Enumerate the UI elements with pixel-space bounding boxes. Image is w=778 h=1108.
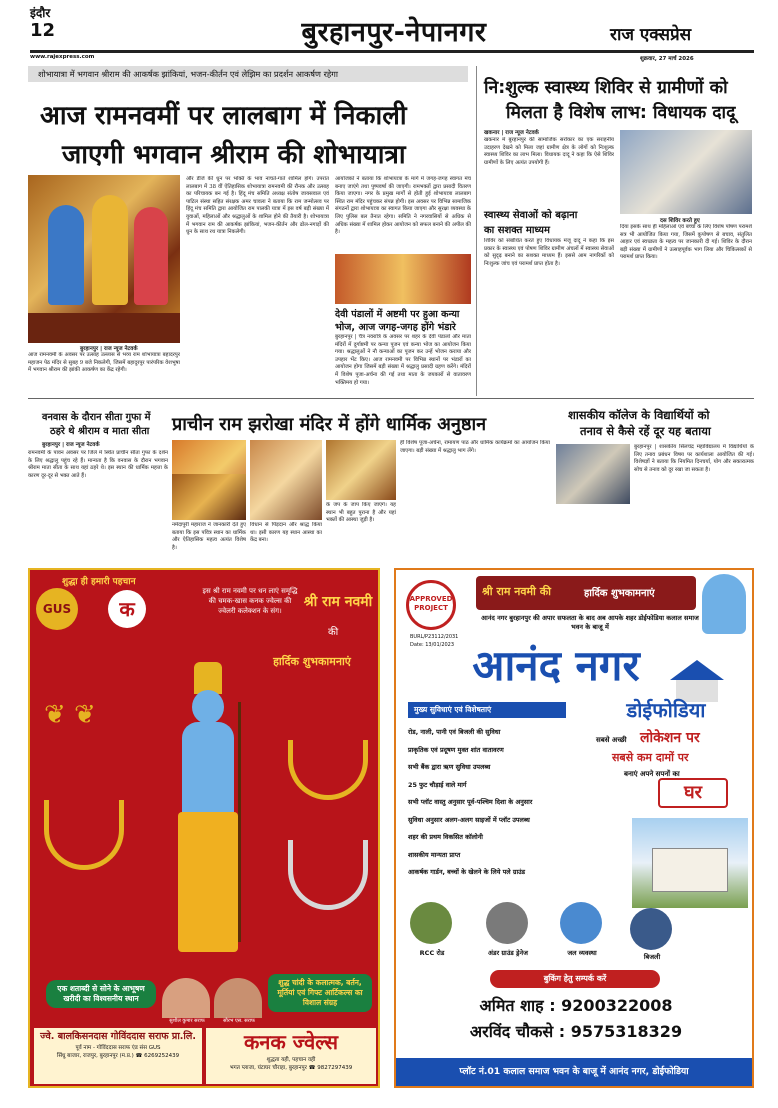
- vanvas-credit: बुरहानपुर | राज न्यूज नेटवर्क: [42, 442, 100, 448]
- vanvas-body: रामनवमी के पावन अवसर पर जिले में स्थित प्राचीन सीता गुफा के दर्शन के लिए श्रद्धालु पहुंच रहे हैं। मान्यता है कि वनवास के दौरान भगवान श्रीराम माता सीता के साथ यहां ठहरे थे। इस स्थान की धार्मिक महत्ता के कारण दूर-दूर से भक्त आते हैं।: [28, 450, 168, 479]
- health-subhead-1: स्वास्थ्य सेवाओं को बढ़ाना: [484, 210, 578, 221]
- shop-2-name: कनक ज्वेल्स: [243, 1030, 339, 1054]
- shop-1-address: सिंधु बाजार, राजपुर, बुरहानपुर (म.प्र.) ☎ 6269252439: [56, 1053, 180, 1059]
- icon-label-road: RCC रोड: [419, 949, 445, 957]
- jharokha-photo-3: [172, 474, 246, 520]
- person-1-photo: [162, 978, 210, 1018]
- ad-anand-nagar: [394, 568, 754, 1088]
- jewel-necklace-1: [44, 800, 124, 870]
- ad1-ki: की: [328, 627, 339, 638]
- devi-headline-2: भोज, आज जगह-जगह होंगे भंडारे: [335, 322, 456, 333]
- ad2-reg-1: BURL/P23112/2031: [410, 634, 459, 640]
- icon-label-water: जल व्यवस्था: [567, 949, 597, 957]
- page-number: 12: [30, 20, 56, 41]
- ad2-make: बनाएं अपने सपनों का: [624, 770, 680, 778]
- lead-body-1: आज रामनवमी के अवसर पर उत्साह उल्लास से भव्य राम शोभायात्रा बहादरपुर महाजन पेठ मंदिर से सुबह 9 बजे निकलेगी, जिसमें बहादुरपुर पारंपरिक वेशभूषा में भगवान श्रीराम की झांकी आकर्षण का केंद्र रहेगी।: [28, 352, 180, 374]
- health-photo: [620, 130, 752, 214]
- jharokha-body-3: के जप के जाप किए जाएंगे। यह स्थान भी बहुत पुराना है और यहां भक्तों की आस्था जुड़ी है।: [326, 502, 396, 524]
- ad2-intro: आनंद नगर बुरहानपुर की अपार सफलता के बाद अब आपके शहर डोईफोडिया कलाल समाज भवन के बाजू में: [481, 614, 699, 631]
- jewel-necklace-3: [288, 840, 368, 910]
- jharokha-body-1: नर्मदापुरी महाराज ने जानकारी देते हुए बताया कि इस पवित्र स्थान का धार्मिक और ऐतिहासिक महत्व अत्यंत विशेष है।: [172, 522, 246, 551]
- jharokha-body-4: ही विशेष पूजा-अर्चना, रामायण पाठ और धार्मिक कार्यक्रमों का आयोजन किया जाएगा। बड़ी संख्या में श्रद्धालु भाग लेंगे।: [400, 440, 550, 454]
- contact-2: अरविंद चौकसे : 9575318329: [469, 1022, 683, 1041]
- college-body: बुरहानपुर | शासकीय सिलचंद्र महाविद्यालय में विद्यार्थियों के लिए तनाव प्रबंधन विषय पर कार्यशाला आयोजित की गई। विशेषज्ञों ने बताया कि नियमित दिनचर्या, योग और सकारात्मक सोच से तनाव को दूर रखा जा सकता है।: [634, 444, 754, 473]
- college-headline-1: शासकीय कॉलेज के विद्यार्थियों को: [568, 408, 710, 422]
- feature-item: प्राकृतिक एवं प्रदूषण मुक्त शांत वातावरण: [408, 745, 504, 754]
- seal-text: APPROVED PROJECT: [409, 595, 453, 612]
- ad1-tagline: शुद्धा ही हमारी पहचान: [62, 577, 136, 587]
- devi-body: बुरहानपुर | चैत्र नवरात्रि के अवसर पर शहर के देवी पंडालों और माता मंदिरों में दुर्गाष्टमी पर कन्या पूजन एवं कन्या भोज का आयोजन किया गया। श्रद्धालुओं ने नौ कन्याओं का पूजन कर उन्हें भोजन कराया और उपहार भेंट किए। आज रामनवमी पर विभिन्न स्थानों पर भंडारों का आयोजन होगा जिसमें बड़ी संख्या में श्रद्धालु प्रसादी ग्रहण करेंगे। मंदिरों में विशेष पूजा-अर्चना की गई तथा माता के जयकारों से वातावरण भक्तिमय हो गया।: [335, 334, 471, 386]
- ad1-ram: श्री राम नवमी: [303, 594, 373, 610]
- vanvas-headline-2: ठहरे थे श्रीराम व माता सीता: [50, 426, 150, 437]
- health-body-2: शिविर को संबोधित करते हुए विधायक मंजू दादू ने कहा कि इस प्रकार के स्वास्थ्य एवं पोषण शिविर ग्रामीण अंचलों में स्वास्थ्य सेवाओं को सुदृढ़ बनाने का सशक्त माध्यम हैं। इससे आम नागरिकों को निःशुल्क जांच एवं परामर्श प्राप्त होता है।: [484, 238, 614, 267]
- ad2-ram-banner: [476, 576, 696, 610]
- lead-photo-caption: बुरहानपुर | राज न्यूज नेटवर्क: [80, 346, 138, 352]
- ad2-wish: हार्दिक शुभकामनाएं: [584, 588, 655, 599]
- health-headline-2: मिलता है विशेष लाभ: विधायक दादू: [506, 103, 736, 123]
- shop-2-sub: शुद्धता यही, पहचान वही: [266, 1057, 316, 1063]
- ad2-cheap: सबसे कम दामों पर: [612, 751, 689, 764]
- ad1-shop-2: [206, 1028, 376, 1084]
- feature-item: आकर्षक गार्डन, बच्चों के खेलने के लिये पले ग्राउंड: [408, 868, 526, 876]
- ad1-shop-1: [34, 1028, 202, 1084]
- jewel-necklace-2: [288, 740, 368, 800]
- website: www.rajexpress.com: [30, 54, 95, 60]
- health-headline-1: नि:शुल्क स्वास्थ्य शिविर से ग्रामीणों को: [484, 78, 728, 98]
- icon-electricity: [630, 908, 672, 950]
- jharokha-headline: प्राचीन राम झरोखा मंदिर में होंगे धार्मिक अनुष्ठान: [172, 414, 487, 435]
- lead-headline-1: आज रामनवमीं पर लालबाग में निकाली: [40, 101, 407, 131]
- icon-rcc-road: [410, 902, 452, 944]
- edition-city: इंदौर: [30, 6, 51, 20]
- ad2-home: घर: [658, 778, 728, 808]
- contact-1: अमित शाह : 9200322008: [479, 996, 673, 1015]
- health-subhead-2: का सशक्त माध्यम: [484, 225, 550, 236]
- health-body-3: दिया इसके साथ ही महिलाओं एवं बच्चों के लिए विशेष पोषण परामर्श सत्र भी आयोजित किया गया, जिसमें कुपोषण से बचाव, संतुलित आहार एवं स्वच्छता के महत्व पर जानकारी दी गई। शिविर के दौरान बड़ी संख्या में ग्रामीणों ने उत्साहपूर्वक भाग लिया और चिकित्सकों से परामर्श प्राप्त किया।: [620, 224, 752, 261]
- person-1-name: सुशील कुमार सराफ: [169, 1018, 205, 1024]
- approved-seal: [406, 580, 456, 630]
- ram-figure: [160, 662, 256, 972]
- issue-date: शुक्रवार, 27 मार्च 2026: [640, 56, 694, 62]
- devi-headline-1: देवी पंडालों में अष्टमी पर हुआ कन्या: [335, 309, 460, 320]
- ad1-badge-1: एक शताब्दी से सोने के आभूषण खरीदी का विश्वसनीय स्थान: [46, 980, 156, 1008]
- feature-item: सुविधा अनुसार अलग-अलग साइजों में प्लॉट उपलब्ध: [408, 815, 530, 824]
- ad1-wish: हार्दिक शुभकामनाएं: [273, 655, 351, 668]
- icon-label-drainage: अंडर ग्राउंड ड्रेनेज: [488, 949, 528, 957]
- paper-logo: राज एक्सप्रेस: [610, 25, 692, 45]
- feature-item: शहर की प्रथम विकसित कॉलोनी: [408, 833, 483, 841]
- health-body-1: खकनार में बुरहानपुर की सामाजिक सरोकार का एक सराहनीय उदाहरण देखने को मिला जहां ग्रामीण क्षेत्र के लोगों को निःशुल्क स्वास्थ्य शिविर का लाभ मिला। विधायक दादू ने कहा कि ऐसे शिविर ग्रामीणों के लिए अत्यंत उपयोगी हैं।: [484, 137, 614, 166]
- lead-photo: [28, 175, 180, 343]
- kicker-strip: [28, 66, 468, 82]
- jharokha-photo-4: [326, 440, 396, 500]
- shop-2-address: भगत प्लाजा, घंटाघर चौराहा, बुरहानपुर ☎ 9827297439: [229, 1065, 353, 1071]
- section-title: बुरहानपुर-नेपानगर: [301, 17, 487, 48]
- feature-item: 25 फुट चौड़ाई वाले मार्ग: [408, 780, 467, 789]
- shop-1-name: ज्वे. बालकिसनदास गोविंददास सराफ प्रा.लि.: [40, 1031, 196, 1042]
- house-photo: [632, 818, 748, 908]
- feature-item: रोड, नाली, पानी एवं बिजली की सुविधा: [408, 728, 501, 736]
- booking-banner: बुकिंग हेतु सम्पर्क करें: [490, 970, 660, 988]
- ad2-location: लोकेशन पर: [640, 730, 700, 746]
- person-2-name: सौरभ एस. सराफ: [223, 1018, 255, 1024]
- ad1-offer: इस श्री राम नवमी पर धन लाएं समृद्धि की चमक-खास कनक ज्वेल्स की ज्वेलरी कलेक्शन के संग।: [202, 587, 298, 615]
- kicker-text: शोभायात्रा में भगवान श्रीराम की आकर्षक झांकियां, भजन-कीर्तन एवं लेझिम का प्रदर्शन आकर्षण रहेगा: [38, 69, 338, 79]
- vanvas-headline-1: वनवास के दौरान सीता गुफा में: [42, 412, 151, 423]
- feature-list: [408, 724, 628, 882]
- feature-item: सभी प्लॉट वास्तु अनुसार पूर्व-पश्चिम दिशा के अनुसार: [408, 798, 533, 806]
- section-rule: [28, 398, 754, 399]
- ad-kanak-jewels: [28, 568, 380, 1088]
- college-headline-2: तनाव से कैसे रहें दूर यह बताया: [580, 424, 711, 438]
- lead-body-2: और डीजे की धुन पर भक्ति के भाव नाचते-गाते शामिल होंगे। उपरांत लालबाग में 38 वीं ऐतिहासिक शोभायात्रा रामनवमी की रौनक और उत्साह का परिचायक बन गई है। हिंदू मंच समिति अध्यक्ष संतोष जायसवाल एवं पाटिल संस्था सहित संरक्षक अमर चावला ने बताया कि राम जन्मोत्सव पर हिंदू मंच समिति द्वारा आयोजित राम पालकी यात्रा में इस वर्ष बड़ी संख्या में युवाओं, महिलाओं और श्रद्धालुओं के शामिल होने की तैयारी है। शोभायात्रा में भगवान राम की आकर्षक झांकियां, भजन-कीर्तन और ढोल-नगाड़ों की धुन के साथ रथ यात्रा निकलेगी।: [186, 176, 329, 236]
- health-photo-caption: दस शिविर करते हुए: [660, 218, 700, 224]
- masthead-rule: [30, 50, 754, 53]
- ad2-ram: श्री राम नवमी की: [482, 585, 551, 598]
- icon-water: [560, 902, 602, 944]
- feature-item: शासकीय मान्यता प्राप्त: [408, 850, 461, 859]
- health-credit: खकनार | राज न्यूज नेटवर्क: [484, 130, 539, 136]
- college-photo: [556, 444, 630, 504]
- masthead: [0, 0, 778, 62]
- feature-item: सभी बैंक द्वारा ऋण सुविधा उपलब्ध: [408, 763, 491, 771]
- ad2-footer: प्लॉट नं.01 कलाल समाज भवन के बाजू में आनंद नगर, डोईफोडिया: [396, 1058, 752, 1086]
- icon-label-electricity: बिजली: [643, 953, 661, 961]
- ad2-town: डोईफोडिया: [626, 698, 706, 722]
- lead-headline-2: जाएगी भगवान श्रीराम की शोभायात्रा: [62, 140, 406, 170]
- gus-logo-text: GUS: [42, 602, 72, 616]
- icon-drainage: [486, 902, 528, 944]
- ad2-features-head: मुख्य सुविधाएं एवं विशेषताएं: [408, 702, 566, 718]
- person-2-photo: [214, 978, 262, 1018]
- jharokha-body-2: विधान से पिंड़दान और श्राद्ध किया था। इसी कारण यह स्थान आस्था का केंद्र बना।: [250, 522, 322, 544]
- lead-body-3: आयोजकों ने बताया कि शोभायात्रा के मार्ग में जगह-जगह स्वागत मंच बनाए जाएंगे तथा पुष्पवर्षा की जाएगी। रामभक्तों द्वारा प्रसादी वितरण किया जाएगा। नगर के प्रमुख मार्गों से होती हुई शोभायात्रा लालबाग स्थित राम मंदिर पहुंचकर संपन्न होगी। इस अवसर पर विभिन्न सामाजिक संगठनों द्वारा शोभायात्रा का स्वागत किया जाएगा और सुरक्षा व्यवस्था के लिए पुलिस बल तैनात रहेगा। समिति ने नगरवासियों से अधिक से अधिक संख्या में शामिल होकर आयोजन को सफल बनाने की अपील की है।: [335, 176, 471, 236]
- kanak-logo-icon: क: [108, 590, 146, 628]
- jewel-earrings: ❦ ❦: [44, 700, 96, 730]
- gus-logo: [36, 588, 78, 630]
- shop-1-sub: पूर्व नाम - गोविंददास सराफ एंड संस GUS: [75, 1045, 161, 1051]
- ad1-badge-2: शुद्ध चांदी के कलात्मक, बर्तन, मूर्तियां एवं गिफ्ट आर्टिकल्स का विशाल संग्रह: [268, 974, 372, 1012]
- ad2-best: सबसे अच्छी: [596, 736, 627, 744]
- ram-icon: [702, 574, 746, 634]
- devi-photo: [335, 254, 471, 304]
- column-divider: [476, 66, 477, 396]
- jharokha-photo-2: [250, 440, 322, 520]
- ad2-reg-2: Date: 13/01/2023: [410, 642, 455, 648]
- ad2-title: आनंद नगर: [472, 641, 640, 690]
